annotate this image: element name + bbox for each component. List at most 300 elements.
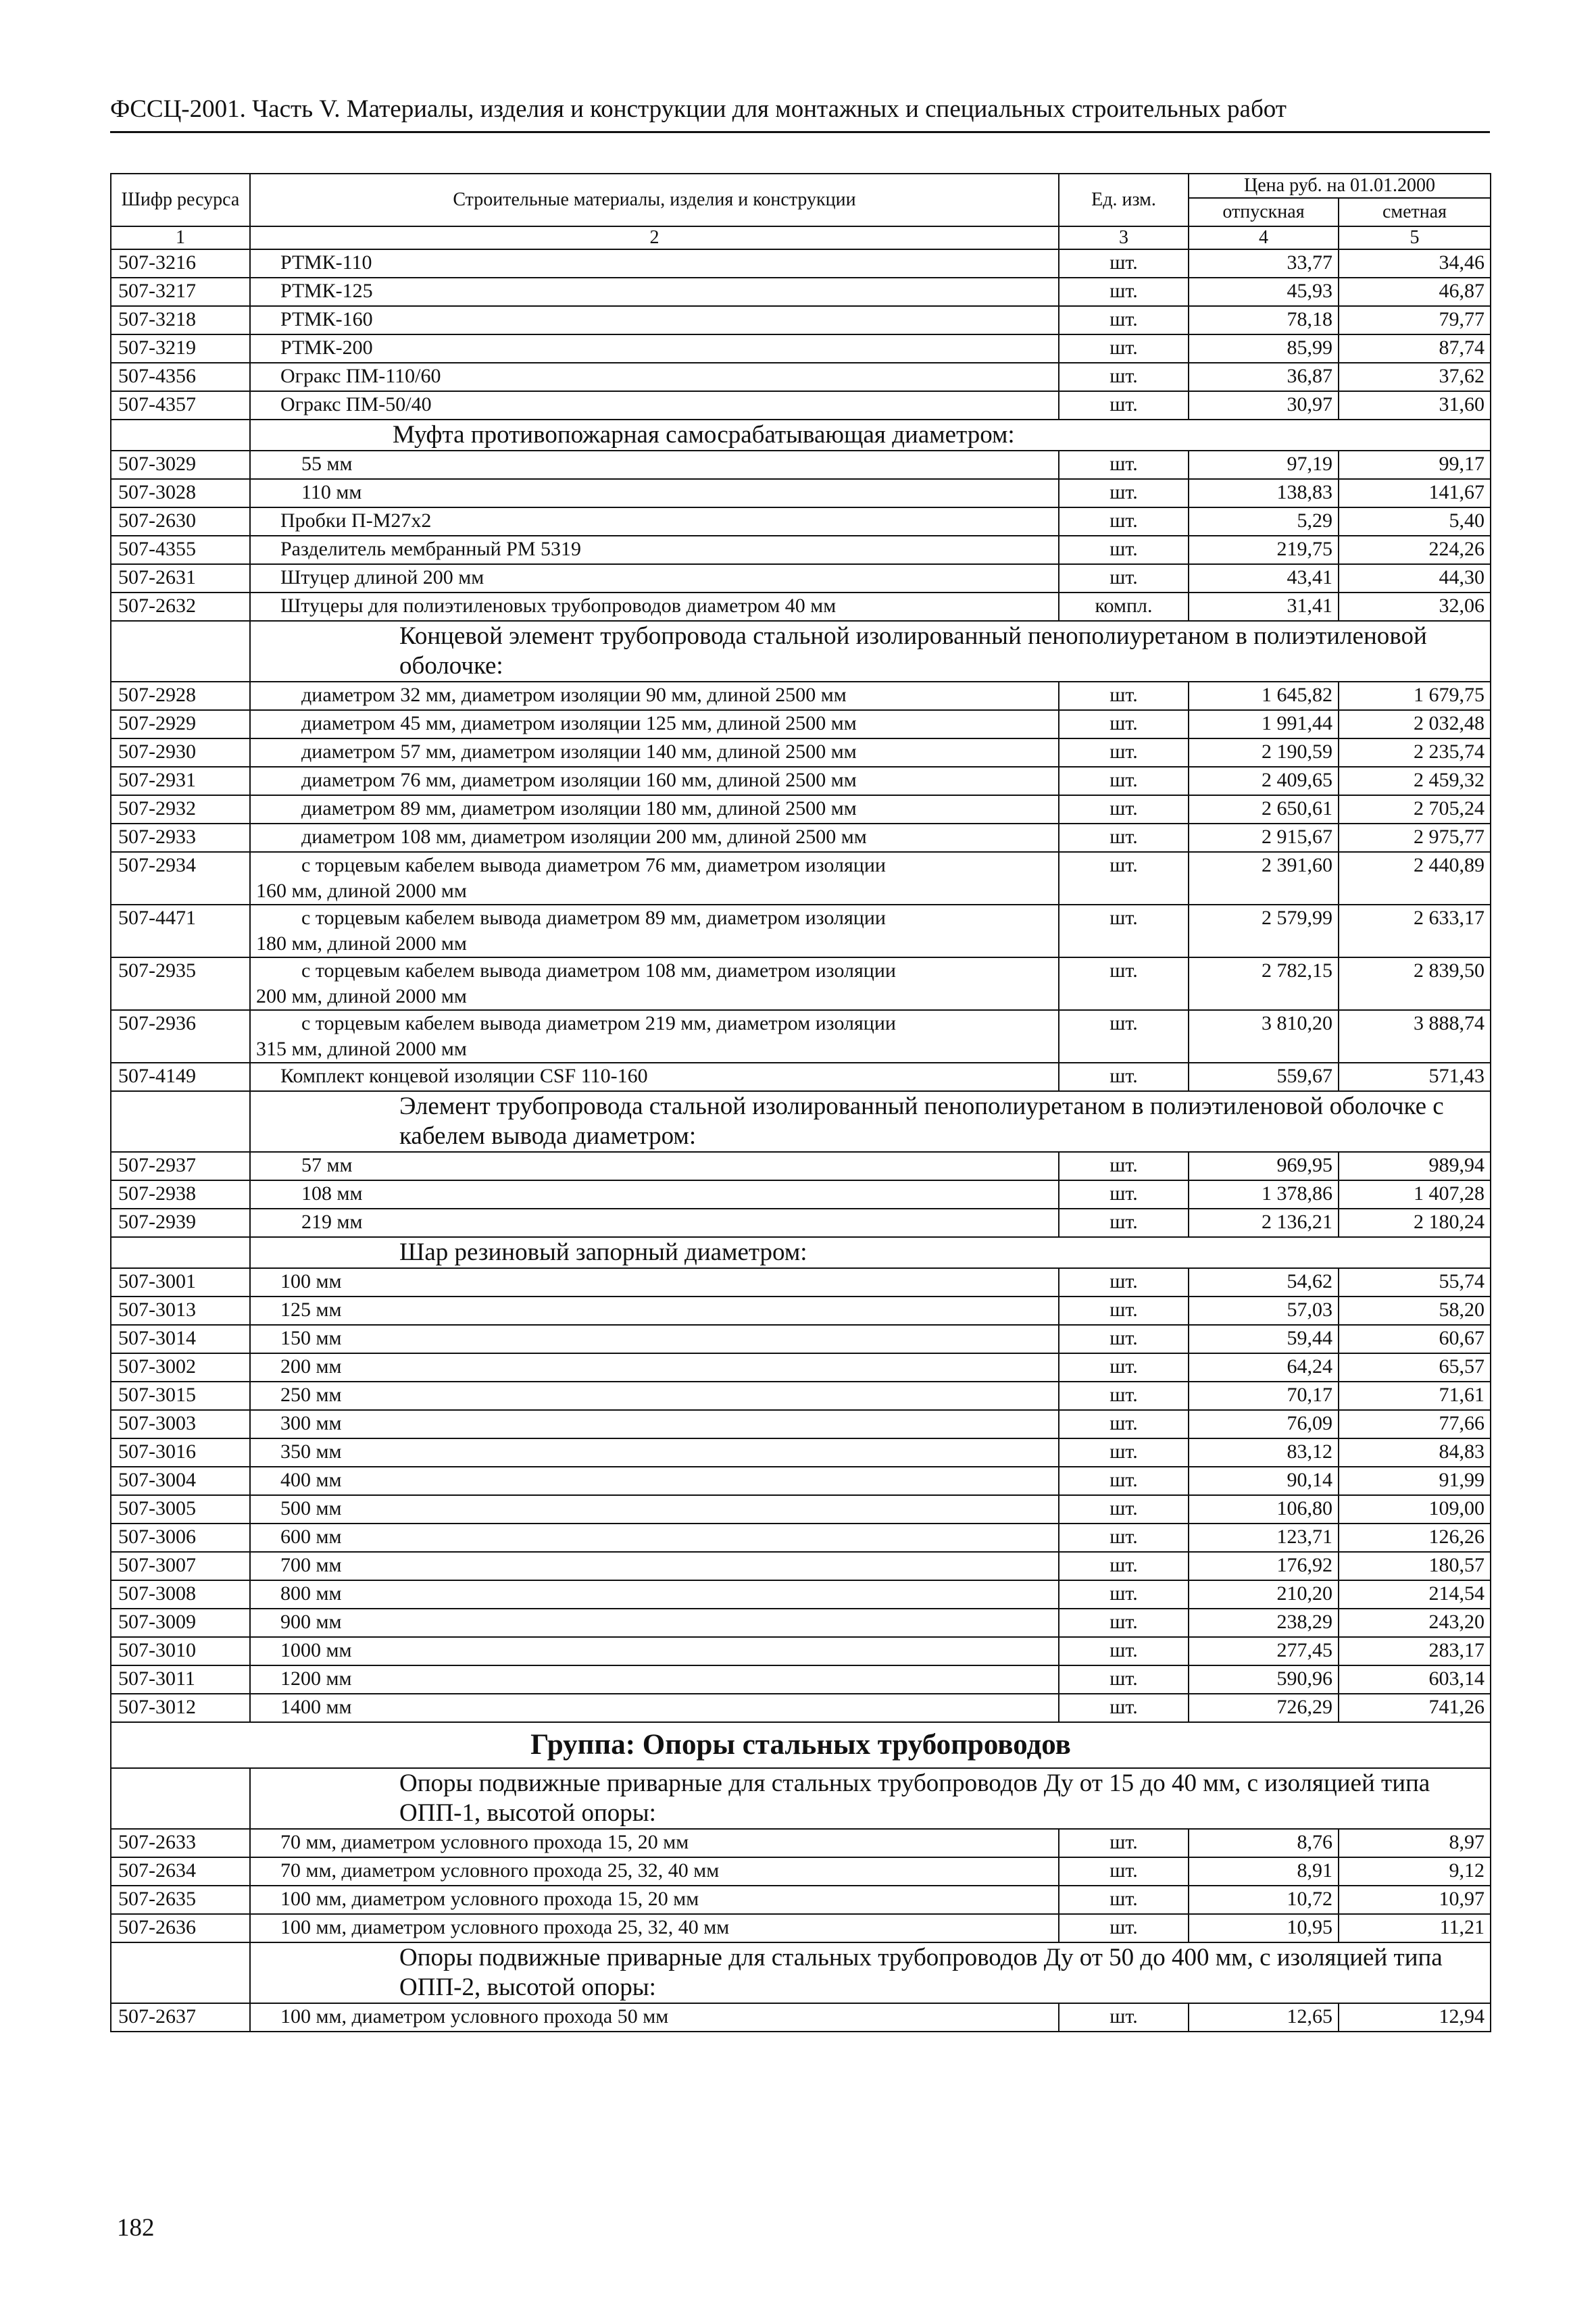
table-row — [111, 1010, 1491, 1063]
estimate-price: 99,17 — [1339, 451, 1491, 479]
section-title: Шар резиновый запорный диаметром: — [250, 1237, 1491, 1268]
col-price-header: Цена руб. на 01.01.2000 — [1189, 174, 1491, 198]
resource-code: 507-4357 — [111, 391, 250, 420]
unit: шт. — [1059, 1410, 1189, 1438]
estimate-price: 9,12 — [1339, 1857, 1491, 1886]
resource-code: 507-2634 — [111, 1857, 250, 1886]
material-name: 57 мм — [250, 1152, 1059, 1180]
estimate-price: 65,57 — [1339, 1353, 1491, 1382]
table-row — [111, 1410, 1491, 1438]
material-name: 200 мм — [250, 1353, 1059, 1382]
resource-code: 507-2932 — [111, 795, 250, 824]
material-name: диаметром 108 мм, диаметром изоляции 200 мм, длиной 2500 мм — [250, 824, 1059, 852]
release-price: 2 136,21 — [1189, 1209, 1339, 1237]
table-row — [111, 1209, 1491, 1237]
release-price: 238,29 — [1189, 1609, 1339, 1637]
release-price: 43,41 — [1189, 564, 1339, 593]
material-name-line: 200 мм, длиной 2000 мм — [256, 985, 467, 1007]
unit: шт. — [1059, 1467, 1189, 1495]
estimate-price: 243,20 — [1339, 1609, 1491, 1637]
resource-code: 507-2929 — [111, 710, 250, 738]
resource-code: 507-2928 — [111, 682, 250, 710]
table-row — [111, 1268, 1491, 1297]
material-name: 100 мм — [250, 1268, 1059, 1297]
section-title: Опоры подвижные приварные для стальных трубопроводов Ду от 15 до 40 мм, с изоляцией типа ОПП-1, высотой опоры: — [250, 1768, 1491, 1829]
estimate-price: 224,26 — [1339, 536, 1491, 564]
release-price: 2 409,65 — [1189, 767, 1339, 795]
unit: шт. — [1059, 852, 1189, 905]
resource-code: 507-4355 — [111, 536, 250, 564]
release-price: 590,96 — [1189, 1665, 1339, 1694]
col-release-header: отпускная — [1189, 198, 1339, 226]
release-price: 2 650,61 — [1189, 795, 1339, 824]
table-row — [111, 1467, 1491, 1495]
material-name: диаметром 45 мм, диаметром изоляции 125 мм, длиной 2500 мм — [250, 710, 1059, 738]
section-code-cell — [111, 1237, 250, 1268]
estimate-price: 5,40 — [1339, 507, 1491, 536]
estimate-price: 58,20 — [1339, 1297, 1491, 1325]
release-price: 10,95 — [1189, 1914, 1339, 1942]
table-row — [111, 1325, 1491, 1353]
release-price: 1 645,82 — [1189, 682, 1339, 710]
column-number: 2 — [250, 226, 1059, 249]
estimate-price: 32,06 — [1339, 593, 1491, 621]
material-name-line: с торцевым кабелем вывода диаметром 219 мм, диаметром изоляции — [301, 1012, 896, 1034]
table-row — [111, 852, 1491, 905]
estimate-price: 141,67 — [1339, 479, 1491, 507]
material-name: 100 мм, диаметром условного прохода 50 мм — [250, 2003, 1059, 2032]
resource-code: 507-3217 — [111, 278, 250, 306]
release-price: 726,29 — [1189, 1694, 1339, 1722]
col-estimate-header: сметная — [1339, 198, 1491, 226]
resource-code: 507-2637 — [111, 2003, 250, 2032]
estimate-price: 44,30 — [1339, 564, 1491, 593]
table-row — [111, 306, 1491, 334]
material-name: 1400 мм — [250, 1694, 1059, 1722]
unit: шт. — [1059, 391, 1189, 420]
table-row — [111, 1180, 1491, 1209]
table-row — [111, 363, 1491, 391]
table-row — [111, 1580, 1491, 1609]
material-name: 110 мм — [250, 479, 1059, 507]
release-price: 10,72 — [1189, 1886, 1339, 1914]
table-row — [111, 1152, 1491, 1180]
unit: шт. — [1059, 507, 1189, 536]
table-row — [111, 710, 1491, 738]
table-row — [111, 1353, 1491, 1382]
material-name — [250, 905, 1059, 957]
estimate-price: 126,26 — [1339, 1524, 1491, 1552]
resource-code: 507-3001 — [111, 1268, 250, 1297]
unit: шт. — [1059, 1495, 1189, 1524]
table-row — [111, 1382, 1491, 1410]
resource-code: 507-3013 — [111, 1297, 250, 1325]
release-price: 64,24 — [1189, 1353, 1339, 1382]
estimate-price: 87,74 — [1339, 334, 1491, 363]
estimate-price: 46,87 — [1339, 278, 1491, 306]
unit: шт. — [1059, 824, 1189, 852]
unit: шт. — [1059, 1010, 1189, 1063]
estimate-price: 283,17 — [1339, 1637, 1491, 1665]
unit: шт. — [1059, 738, 1189, 767]
material-name: 300 мм — [250, 1410, 1059, 1438]
material-name-line: с торцевым кабелем вывода диаметром 108 мм, диаметром изоляции — [301, 959, 896, 982]
material-name: диаметром 89 мм, диаметром изоляции 180 мм, длиной 2500 мм — [250, 795, 1059, 824]
unit: шт. — [1059, 1637, 1189, 1665]
resource-code: 507-2931 — [111, 767, 250, 795]
estimate-price: 603,14 — [1339, 1665, 1491, 1694]
material-name: 700 мм — [250, 1552, 1059, 1580]
release-price: 85,99 — [1189, 334, 1339, 363]
estimate-price: 71,61 — [1339, 1382, 1491, 1410]
unit: шт. — [1059, 334, 1189, 363]
unit: шт. — [1059, 564, 1189, 593]
release-price: 219,75 — [1189, 536, 1339, 564]
table-row — [111, 249, 1491, 278]
resource-code: 507-3003 — [111, 1410, 250, 1438]
unit: шт. — [1059, 1609, 1189, 1637]
resource-code: 507-3012 — [111, 1694, 250, 1722]
release-price: 2 391,60 — [1189, 852, 1339, 905]
section-header-row — [111, 1237, 1491, 1268]
unit: шт. — [1059, 710, 1189, 738]
resource-code: 507-2636 — [111, 1914, 250, 1942]
material-name-line: с торцевым кабелем вывода диаметром 89 мм, диаметром изоляции — [301, 907, 886, 929]
release-price: 59,44 — [1189, 1325, 1339, 1353]
unit: шт. — [1059, 306, 1189, 334]
resource-code: 507-3002 — [111, 1353, 250, 1382]
section-title: Опоры подвижные приварные для стальных трубопроводов Ду от 50 до 400 мм, с изоляцией типа ОПП-2, высотой опоры: — [250, 1942, 1491, 2003]
estimate-price: 34,46 — [1339, 249, 1491, 278]
section-title: Элемент трубопровода стальной изолированный пенополиуретаном в полиэтиленовой оболочке с кабелем вывода диаметром: — [250, 1091, 1491, 1152]
section-code-cell — [111, 621, 250, 682]
material-name: 1000 мм — [250, 1637, 1059, 1665]
table-row — [111, 2003, 1491, 2032]
table-row — [111, 957, 1491, 1010]
resource-code: 507-3014 — [111, 1325, 250, 1353]
release-price: 210,20 — [1189, 1580, 1339, 1609]
resource-code: 507-4471 — [111, 905, 250, 957]
resource-code: 507-3029 — [111, 451, 250, 479]
estimate-price: 2 633,17 — [1339, 905, 1491, 957]
table-row — [111, 905, 1491, 957]
release-price: 12,65 — [1189, 2003, 1339, 2032]
release-price: 57,03 — [1189, 1297, 1339, 1325]
table-row — [111, 334, 1491, 363]
column-number: 5 — [1339, 226, 1491, 249]
resource-code: 507-3011 — [111, 1665, 250, 1694]
header-rule — [110, 131, 1490, 133]
resource-code: 507-2632 — [111, 593, 250, 621]
resource-code: 507-2635 — [111, 1886, 250, 1914]
material-name: 350 мм — [250, 1438, 1059, 1467]
table-row — [111, 1914, 1491, 1942]
material-name — [250, 1010, 1059, 1063]
table-row — [111, 682, 1491, 710]
col-code-header: Шифр ресурса — [111, 174, 250, 226]
release-price: 1 991,44 — [1189, 710, 1339, 738]
table-row — [111, 738, 1491, 767]
release-price: 30,97 — [1189, 391, 1339, 420]
estimate-price: 12,94 — [1339, 2003, 1491, 2032]
resource-code: 507-3219 — [111, 334, 250, 363]
table-row — [111, 1665, 1491, 1694]
material-name-line: 180 мм, длиной 2000 мм — [256, 932, 467, 955]
estimate-price: 109,00 — [1339, 1495, 1491, 1524]
estimate-price: 2 180,24 — [1339, 1209, 1491, 1237]
material-name: 125 мм — [250, 1297, 1059, 1325]
release-price: 90,14 — [1189, 1467, 1339, 1495]
resource-code: 507-2631 — [111, 564, 250, 593]
material-name: Штуцеры для полиэтиленовых трубопроводов диаметром 40 мм — [250, 593, 1059, 621]
material-name: 400 мм — [250, 1467, 1059, 1495]
resource-code: 507-2936 — [111, 1010, 250, 1063]
release-price: 76,09 — [1189, 1410, 1339, 1438]
release-price: 2 579,99 — [1189, 905, 1339, 957]
release-price: 54,62 — [1189, 1268, 1339, 1297]
material-name-line: 160 мм, длиной 2000 мм — [256, 880, 467, 902]
release-price: 2 782,15 — [1189, 957, 1339, 1010]
resource-code: 507-3218 — [111, 306, 250, 334]
estimate-price: 2 440,89 — [1339, 852, 1491, 905]
table-row — [111, 507, 1491, 536]
column-number: 3 — [1059, 226, 1189, 249]
estimate-price: 11,21 — [1339, 1914, 1491, 1942]
table-row — [111, 824, 1491, 852]
estimate-price: 77,66 — [1339, 1410, 1491, 1438]
release-price: 123,71 — [1189, 1524, 1339, 1552]
resource-code: 507-3008 — [111, 1580, 250, 1609]
section-code-cell — [111, 420, 250, 451]
material-name: диаметром 76 мм, диаметром изоляции 160 мм, длиной 2500 мм — [250, 767, 1059, 795]
section-header-row — [111, 420, 1491, 451]
resource-code: 507-3216 — [111, 249, 250, 278]
table-row — [111, 1609, 1491, 1637]
release-price: 97,19 — [1189, 451, 1339, 479]
material-name: 100 мм, диаметром условного прохода 15, 20 мм — [250, 1886, 1059, 1914]
table-row — [111, 1297, 1491, 1325]
unit: шт. — [1059, 479, 1189, 507]
material-name: Разделитель мембранный РМ 5319 — [250, 536, 1059, 564]
estimate-price: 2 459,32 — [1339, 767, 1491, 795]
table-row — [111, 391, 1491, 420]
material-name — [250, 852, 1059, 905]
unit: шт. — [1059, 1665, 1189, 1694]
column-number: 1 — [111, 226, 250, 249]
material-name-line: 315 мм, длиной 2000 мм — [256, 1038, 467, 1060]
unit: шт. — [1059, 1297, 1189, 1325]
unit: шт. — [1059, 957, 1189, 1010]
unit: шт. — [1059, 1552, 1189, 1580]
material-name: диаметром 57 мм, диаметром изоляции 140 мм, длиной 2500 мм — [250, 738, 1059, 767]
material-name: 55 мм — [250, 451, 1059, 479]
unit: шт. — [1059, 1382, 1189, 1410]
estimate-price: 3 888,74 — [1339, 1010, 1491, 1063]
resource-code: 507-3015 — [111, 1382, 250, 1410]
estimate-price: 37,62 — [1339, 363, 1491, 391]
material-name: 150 мм — [250, 1325, 1059, 1353]
table-row — [111, 767, 1491, 795]
release-price: 2 190,59 — [1189, 738, 1339, 767]
release-price: 36,87 — [1189, 363, 1339, 391]
table-row — [111, 1857, 1491, 1886]
material-name: 500 мм — [250, 1495, 1059, 1524]
estimate-price: 2 235,74 — [1339, 738, 1491, 767]
table-header-row — [111, 174, 1491, 198]
resource-code: 507-3005 — [111, 1495, 250, 1524]
resource-code: 507-2937 — [111, 1152, 250, 1180]
section-code-cell — [111, 1091, 250, 1152]
unit: шт. — [1059, 682, 1189, 710]
unit: шт. — [1059, 1524, 1189, 1552]
resource-code: 507-3016 — [111, 1438, 250, 1467]
resource-code: 507-3028 — [111, 479, 250, 507]
unit: шт. — [1059, 1152, 1189, 1180]
section-header-row — [111, 1942, 1491, 2003]
material-name: диаметром 32 мм, диаметром изоляции 90 мм, длиной 2500 мм — [250, 682, 1059, 710]
unit: шт. — [1059, 278, 1189, 306]
release-price: 106,80 — [1189, 1495, 1339, 1524]
table-row — [111, 1495, 1491, 1524]
section-title: Концевой элемент трубопровода стальной изолированный пенополиуретаном в полиэтиленовой оболочке: — [250, 621, 1491, 682]
column-number: 4 — [1189, 226, 1339, 249]
estimate-price: 741,26 — [1339, 1694, 1491, 1722]
release-price: 3 810,20 — [1189, 1010, 1339, 1063]
estimate-price: 79,77 — [1339, 306, 1491, 334]
material-name — [250, 957, 1059, 1010]
resource-code: 507-3004 — [111, 1467, 250, 1495]
section-code-cell — [111, 1942, 250, 2003]
column-number-row — [111, 226, 1491, 249]
material-name: Огракс ПМ-110/60 — [250, 363, 1059, 391]
release-price: 31,41 — [1189, 593, 1339, 621]
resource-code: 507-2633 — [111, 1829, 250, 1857]
estimate-price: 989,94 — [1339, 1152, 1491, 1180]
price-table — [110, 173, 1491, 2032]
unit: шт. — [1059, 905, 1189, 957]
release-price: 33,77 — [1189, 249, 1339, 278]
unit: шт. — [1059, 1180, 1189, 1209]
material-name: РТМК-200 — [250, 334, 1059, 363]
resource-code: 507-2934 — [111, 852, 250, 905]
resource-code: 507-2939 — [111, 1209, 250, 1237]
col-name-header: Строительные материалы, изделия и конструкции — [250, 174, 1059, 226]
release-price: 45,93 — [1189, 278, 1339, 306]
page-number: 182 — [117, 2214, 155, 2242]
unit: шт. — [1059, 1209, 1189, 1237]
material-name: 800 мм — [250, 1580, 1059, 1609]
page-header: ФССЦ-2001. Часть V. Материалы, изделия и конструкции для монтажных и специальных строительных работ — [110, 95, 1287, 123]
estimate-price: 60,67 — [1339, 1325, 1491, 1353]
release-price: 277,45 — [1189, 1637, 1339, 1665]
estimate-price: 2 975,77 — [1339, 824, 1491, 852]
estimate-price: 2 032,48 — [1339, 710, 1491, 738]
release-price: 969,95 — [1189, 1152, 1339, 1180]
table-row — [111, 479, 1491, 507]
resource-code: 507-3010 — [111, 1637, 250, 1665]
table-row — [111, 564, 1491, 593]
unit: шт. — [1059, 1268, 1189, 1297]
resource-code: 507-2933 — [111, 824, 250, 852]
resource-code: 507-2930 — [111, 738, 250, 767]
release-price: 138,83 — [1189, 479, 1339, 507]
section-code-cell — [111, 1768, 250, 1829]
estimate-price: 214,54 — [1339, 1580, 1491, 1609]
resource-code: 507-3007 — [111, 1552, 250, 1580]
material-name: 600 мм — [250, 1524, 1059, 1552]
estimate-price: 1 679,75 — [1339, 682, 1491, 710]
material-name: Комплект концевой изоляции CSF 110-160 — [250, 1063, 1059, 1091]
resource-code: 507-2630 — [111, 507, 250, 536]
material-name: Огракс ПМ-50/40 — [250, 391, 1059, 420]
material-name: РТМК-160 — [250, 306, 1059, 334]
unit: шт. — [1059, 1325, 1189, 1353]
unit: шт. — [1059, 1694, 1189, 1722]
material-name: 108 мм — [250, 1180, 1059, 1209]
group-title: Группа: Опоры стальных трубопроводов — [111, 1722, 1491, 1768]
material-name: Пробки П-М27х2 — [250, 507, 1059, 536]
unit: шт. — [1059, 1857, 1189, 1886]
col-unit-header: Ед. изм. — [1059, 174, 1189, 226]
unit: шт. — [1059, 451, 1189, 479]
unit: шт. — [1059, 1914, 1189, 1942]
release-price: 5,29 — [1189, 507, 1339, 536]
table-row — [111, 536, 1491, 564]
material-name: Штуцер длиной 200 мм — [250, 564, 1059, 593]
estimate-price: 571,43 — [1339, 1063, 1491, 1091]
table-row — [111, 1552, 1491, 1580]
material-name: 70 мм, диаметром условного прохода 25, 32, 40 мм — [250, 1857, 1059, 1886]
material-name: РТМК-125 — [250, 278, 1059, 306]
material-name: 1200 мм — [250, 1665, 1059, 1694]
release-price: 83,12 — [1189, 1438, 1339, 1467]
unit: шт. — [1059, 536, 1189, 564]
table-row — [111, 1438, 1491, 1467]
resource-code: 507-2938 — [111, 1180, 250, 1209]
resource-code: 507-3006 — [111, 1524, 250, 1552]
material-name: 900 мм — [250, 1609, 1059, 1637]
estimate-price: 84,83 — [1339, 1438, 1491, 1467]
release-price: 8,91 — [1189, 1857, 1339, 1886]
unit: шт. — [1059, 1438, 1189, 1467]
release-price: 8,76 — [1189, 1829, 1339, 1857]
section-header-row — [111, 1768, 1491, 1829]
estimate-price: 55,74 — [1339, 1268, 1491, 1297]
material-name: 219 мм — [250, 1209, 1059, 1237]
resource-code: 507-4149 — [111, 1063, 250, 1091]
material-name: 100 мм, диаметром условного прохода 25, 32, 40 мм — [250, 1914, 1059, 1942]
unit: шт. — [1059, 1063, 1189, 1091]
release-price: 70,17 — [1189, 1382, 1339, 1410]
release-price: 78,18 — [1189, 306, 1339, 334]
estimate-price: 10,97 — [1339, 1886, 1491, 1914]
section-header-row — [111, 1091, 1491, 1152]
table-row — [111, 278, 1491, 306]
unit: шт. — [1059, 249, 1189, 278]
material-name: 70 мм, диаметром условного прохода 15, 20 мм — [250, 1829, 1059, 1857]
material-name: 250 мм — [250, 1382, 1059, 1410]
estimate-price: 180,57 — [1339, 1552, 1491, 1580]
table-row — [111, 593, 1491, 621]
release-price: 559,67 — [1189, 1063, 1339, 1091]
table-row — [111, 1886, 1491, 1914]
material-name: РТМК-110 — [250, 249, 1059, 278]
table-row — [111, 1524, 1491, 1552]
unit: шт. — [1059, 363, 1189, 391]
release-price: 176,92 — [1189, 1552, 1339, 1580]
table-row — [111, 1829, 1491, 1857]
unit: шт. — [1059, 1580, 1189, 1609]
